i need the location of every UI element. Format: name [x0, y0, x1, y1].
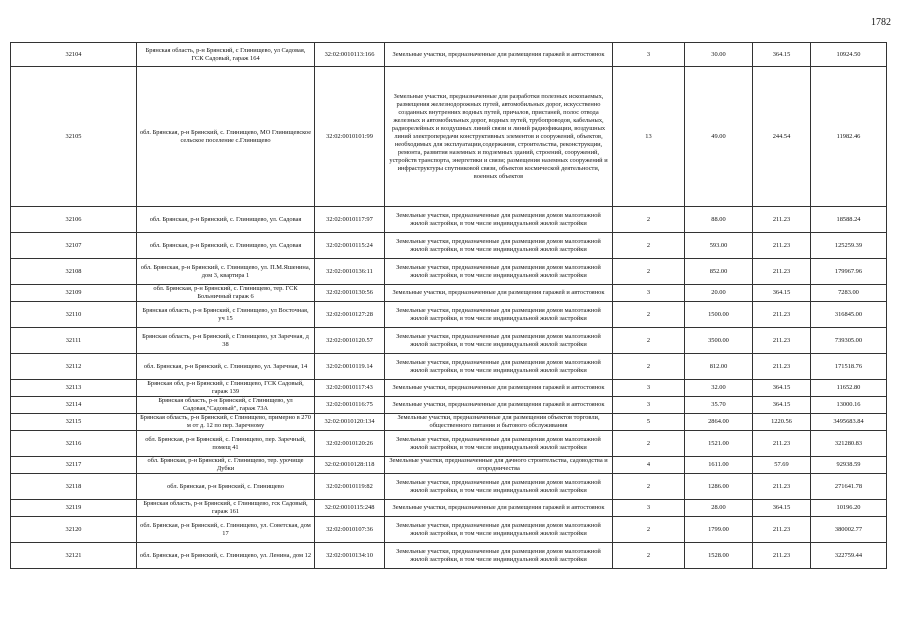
table-row: [11, 500, 887, 517]
land-use-cell: Земельные участки, предназначенные для размещения домов малоэтажной жилой застройки, в том числе индивидуальной жилой застройки: [385, 431, 613, 457]
area-cell: 35.70: [685, 397, 753, 414]
area-cell: 3500.00: [685, 328, 753, 354]
cadastral-number-cell: 32:02:0010113:166: [315, 43, 385, 67]
row-number: 32116: [11, 431, 137, 457]
cadastral-value-cell: 739305.00: [811, 328, 887, 354]
group-code-cell: 3: [613, 43, 685, 67]
cadastral-value-cell: 13000.16: [811, 397, 887, 414]
cadastral-value-cell: 171518.76: [811, 354, 887, 380]
specific-value-cell: 211.23: [753, 328, 811, 354]
row-number: 32107: [11, 233, 137, 259]
specific-value-cell: 211.23: [753, 302, 811, 328]
address-cell: Брянская область, р-н Брянский, с Глинищево, ул Заречная, д 38: [137, 328, 315, 354]
specific-value-cell: 364.15: [753, 285, 811, 302]
land-use-cell: Земельные участки, предназначенные для размещения гаражей и автостоянок: [385, 43, 613, 67]
address-cell: обл. Брянская, р-н Брянский, с. Глинищево, ул. Ленина, дом 12: [137, 543, 315, 569]
table-row: [11, 67, 887, 207]
cadastral-number-cell: 32:02:0010130:56: [315, 285, 385, 302]
group-code-cell: 2: [613, 517, 685, 543]
cadastral-number-cell: 32:02:0010115:24: [315, 233, 385, 259]
table-row: [11, 474, 887, 500]
group-code-cell: 2: [613, 431, 685, 457]
specific-value-cell: 211.23: [753, 543, 811, 569]
cadastral-value-cell: 11652.80: [811, 380, 887, 397]
row-number: 32115: [11, 414, 137, 431]
address-cell: обл. Брянская, р-н Брянский, с. Глинищево, ул. Садовая: [137, 233, 315, 259]
group-code-cell: 2: [613, 207, 685, 233]
address-cell: обл. Брянская, р-н Брянский, с. Глинищево, ул. Советская, дом 17: [137, 517, 315, 543]
row-number: 32110: [11, 302, 137, 328]
area-cell: 852.00: [685, 259, 753, 285]
table-row: [11, 233, 887, 259]
row-number: 32121: [11, 543, 137, 569]
address-cell: обл. Брянская, р-н Брянский, с. Глинищево, МО Глинищевское сельское поселение с.Глинищево: [137, 67, 315, 207]
land-use-cell: Земельные участки, предназначенные для размещения домов малоэтажной жилой застройки, в том числе индивидуальной жилой застройки: [385, 302, 613, 328]
table-row: [11, 380, 887, 397]
group-code-cell: 3: [613, 380, 685, 397]
cadastral-value-cell: 18588.24: [811, 207, 887, 233]
address-cell: Брянская область, р-н Брянский, с Глинищево, ул Восточная, уч 15: [137, 302, 315, 328]
cadastral-value-table: [10, 42, 887, 569]
cadastral-value-cell: 10196.20: [811, 500, 887, 517]
land-use-cell: Земельные участки, предназначенные для размещения гаражей и автостоянок: [385, 500, 613, 517]
cadastral-number-cell: 32:02:0010136:11: [315, 259, 385, 285]
row-number: 32117: [11, 457, 137, 474]
land-use-cell: Земельные участки, предназначенные для размещения гаражей и автостоянок: [385, 397, 613, 414]
land-use-cell: Земельные участки, предназначенные для размещения объектов торговли, общественного питания и бытового обслуживания: [385, 414, 613, 431]
group-code-cell: 3: [613, 397, 685, 414]
area-cell: 88.00: [685, 207, 753, 233]
area-cell: 20.00: [685, 285, 753, 302]
cadastral-value-cell: 125259.39: [811, 233, 887, 259]
cadastral-number-cell: 32:02:0010115:248: [315, 500, 385, 517]
land-use-cell: Земельные участки, предназначенные для размещения домов малоэтажной жилой застройки, в том числе индивидуальной жилой застройки: [385, 543, 613, 569]
row-number: 32112: [11, 354, 137, 380]
address-cell: обл. Брянская, р-н Брянский, с. Глинищево, ул. П.М.Яшенина, дом 3, квартира 1: [137, 259, 315, 285]
address-cell: обл. Брянская, р-н Брянский, с. Глинищево, ул. Заречная, 14: [137, 354, 315, 380]
area-cell: 32.00: [685, 380, 753, 397]
table-row: [11, 354, 887, 380]
group-code-cell: 2: [613, 543, 685, 569]
cadastral-number-cell: 32:02:0010120:134: [315, 414, 385, 431]
land-use-cell: Земельные участки, предназначенные для разработки полезных ископаемых, размещения железнодорожных путей, автомобильных дорог, искусственно созданных внутренних водных путей, причалов, пристаней, полос отвода железных и автомобильных дорог, водных путей, трубопроводов, кабельных, радиорелейных и воздушных линий связи и линий радиофикации, воздушных линий электропередачи конструктивных элементов и сооружений, объектов, необходимых для эксплуатации,содержания, строительства, реконструкции, ремонта, развития наземных и подземных зданий, строений, сооружений, устройств транспорта, энергетики и связи; размещения наземных сооружений и инфраструктуры спутниковой связи, объектов космической деятельности, военных объектов: [385, 67, 613, 207]
area-cell: 1611.00: [685, 457, 753, 474]
row-number: 32114: [11, 397, 137, 414]
address-cell: Брянская обл, р-н Брянский, с Глинищево, ГСК Садовый, гараж 139: [137, 380, 315, 397]
cadastral-value-cell: 10924.50: [811, 43, 887, 67]
row-number: 32109: [11, 285, 137, 302]
address-cell: Брянская область, р-н Брянский, с Глинищево, ул Садовая, ГСК Садовый, гараж 164: [137, 43, 315, 67]
table-row: [11, 457, 887, 474]
group-code-cell: 3: [613, 500, 685, 517]
specific-value-cell: 211.23: [753, 431, 811, 457]
group-code-cell: 2: [613, 328, 685, 354]
specific-value-cell: 364.15: [753, 500, 811, 517]
cadastral-value-cell: 271641.78: [811, 474, 887, 500]
address-cell: обл. Брянская, р-н Брянский, с. Глинищево, тер. ГСК Больничный гараж 6: [137, 285, 315, 302]
group-code-cell: 2: [613, 259, 685, 285]
area-cell: 1521.00: [685, 431, 753, 457]
row-number: 32120: [11, 517, 137, 543]
address-cell: обл. Брянская, р-н Брянский, с. Глинищево, ул. Садовая: [137, 207, 315, 233]
cadastral-value-cell: 11982.46: [811, 67, 887, 207]
cadastral-value-cell: 7283.00: [811, 285, 887, 302]
address-cell: обл. Брянская, р-н Брянский, с. Глинищево: [137, 474, 315, 500]
cadastral-value-cell: 3495683.84: [811, 414, 887, 431]
specific-value-cell: 364.15: [753, 43, 811, 67]
table-row: [11, 414, 887, 431]
address-cell: обл. Брянская, р-н Брянский, с. Глинищево, пер. Заречный, помещ 41: [137, 431, 315, 457]
table-row: [11, 397, 887, 414]
specific-value-cell: 211.23: [753, 259, 811, 285]
specific-value-cell: 211.23: [753, 207, 811, 233]
cadastral-number-cell: 32:02:0010117:97: [315, 207, 385, 233]
cadastral-number-cell: 32:02:0010128:118: [315, 457, 385, 474]
group-code-cell: 2: [613, 233, 685, 259]
land-use-cell: Земельные участки, предназначенные для размещения домов малоэтажной жилой застройки, в том числе индивидуальной жилой застройки: [385, 354, 613, 380]
area-cell: 2864.00: [685, 414, 753, 431]
table-row: [11, 285, 887, 302]
cadastral-number-cell: 32:02:0010134:10: [315, 543, 385, 569]
cadastral-value-cell: 179967.96: [811, 259, 887, 285]
group-code-cell: 2: [613, 474, 685, 500]
land-use-cell: Земельные участки, предназначенные для размещения гаражей и автостоянок: [385, 285, 613, 302]
specific-value-cell: 244.54: [753, 67, 811, 207]
table-row: [11, 517, 887, 543]
specific-value-cell: 1220.56: [753, 414, 811, 431]
group-code-cell: 13: [613, 67, 685, 207]
table-row: [11, 259, 887, 285]
table-row: [11, 43, 887, 67]
row-number: 32113: [11, 380, 137, 397]
row-number: 32119: [11, 500, 137, 517]
address-cell: Брянская область, р-н Брянский, с Глинищево, гск Садовый, гараж 161: [137, 500, 315, 517]
cadastral-value-cell: 321280.83: [811, 431, 887, 457]
specific-value-cell: 364.15: [753, 380, 811, 397]
cadastral-number-cell: 32:02:0010116:75: [315, 397, 385, 414]
table-row: [11, 207, 887, 233]
row-number: 32118: [11, 474, 137, 500]
cadastral-value-cell: 322759.44: [811, 543, 887, 569]
table-row: [11, 302, 887, 328]
area-cell: 28.00: [685, 500, 753, 517]
land-use-cell: Земельные участки, предназначенные для размещения домов малоэтажной жилой застройки, в том числе индивидуальной жилой застройки: [385, 328, 613, 354]
specific-value-cell: 211.23: [753, 474, 811, 500]
specific-value-cell: 57.69: [753, 457, 811, 474]
table-row: [11, 328, 887, 354]
area-cell: 30.00: [685, 43, 753, 67]
specific-value-cell: 364.15: [753, 397, 811, 414]
cadastral-value-cell: 380002.77: [811, 517, 887, 543]
row-number: 32106: [11, 207, 137, 233]
cadastral-number-cell: 32:02:0010119:82: [315, 474, 385, 500]
group-code-cell: 2: [613, 302, 685, 328]
land-use-cell: Земельные участки, предназначенные для размещения домов малоэтажной жилой застройки, в том числе индивидуальной жилой застройки: [385, 233, 613, 259]
cadastral-value-cell: 316845.00: [811, 302, 887, 328]
area-cell: 1286.00: [685, 474, 753, 500]
cadastral-number-cell: 32:02:0010101:99: [315, 67, 385, 207]
land-use-cell: Земельные участки, предназначенные для размещения домов малоэтажной жилой застройки, в том числе индивидуальной жилой застройки: [385, 474, 613, 500]
cadastral-number-cell: 32:02:0010119.14: [315, 354, 385, 380]
row-number: 32105: [11, 67, 137, 207]
specific-value-cell: 211.23: [753, 517, 811, 543]
area-cell: 812.00: [685, 354, 753, 380]
group-code-cell: 2: [613, 354, 685, 380]
area-cell: 593.00: [685, 233, 753, 259]
cadastral-number-cell: 32:02:0010120:26: [315, 431, 385, 457]
land-use-cell: Земельные участки, предназначенные для размещения гаражей и автостоянок: [385, 380, 613, 397]
table-row: [11, 543, 887, 569]
address-cell: Брянская область, р-н Брянский, с Глинищево, примерно в 270 м от д. 12 по пер. Заречному: [137, 414, 315, 431]
area-cell: 1799.00: [685, 517, 753, 543]
cadastral-number-cell: 32:02:0010127:28: [315, 302, 385, 328]
land-use-cell: Земельные участки, предназначенные для дачного строительства, садоводства и огородничества: [385, 457, 613, 474]
specific-value-cell: 211.23: [753, 233, 811, 259]
specific-value-cell: 211.23: [753, 354, 811, 380]
land-use-cell: Земельные участки, предназначенные для размещения домов малоэтажной жилой застройки, в том числе индивидуальной жилой застройки: [385, 207, 613, 233]
address-cell: обл. Брянская, р-н Брянский, с. Глинищево, тер. урочище Дубки: [137, 457, 315, 474]
row-number: 32108: [11, 259, 137, 285]
land-use-cell: Земельные участки, предназначенные для размещения домов малоэтажной жилой застройки, в том числе индивидуальной жилой застройки: [385, 517, 613, 543]
cadastral-number-cell: 32:02:0010120.57: [315, 328, 385, 354]
group-code-cell: 3: [613, 285, 685, 302]
land-use-cell: Земельные участки, предназначенные для размещения домов малоэтажной жилой застройки, в том числе индивидуальной жилой застройки: [385, 259, 613, 285]
address-cell: Брянская область, р-н Брянский, с Глинищево, ул Садовая,"Садовый", гараж 73А: [137, 397, 315, 414]
group-code-cell: 5: [613, 414, 685, 431]
table-row: [11, 431, 887, 457]
page-number: 1782: [871, 17, 891, 28]
area-cell: 49.00: [685, 67, 753, 207]
area-cell: 1500.00: [685, 302, 753, 328]
cadastral-value-cell: 92938.59: [811, 457, 887, 474]
cadastral-number-cell: 32:02:0010117:43: [315, 380, 385, 397]
group-code-cell: 4: [613, 457, 685, 474]
row-number: 32111: [11, 328, 137, 354]
row-number: 32104: [11, 43, 137, 67]
area-cell: 1528.00: [685, 543, 753, 569]
cadastral-number-cell: 32:02:0010107:36: [315, 517, 385, 543]
